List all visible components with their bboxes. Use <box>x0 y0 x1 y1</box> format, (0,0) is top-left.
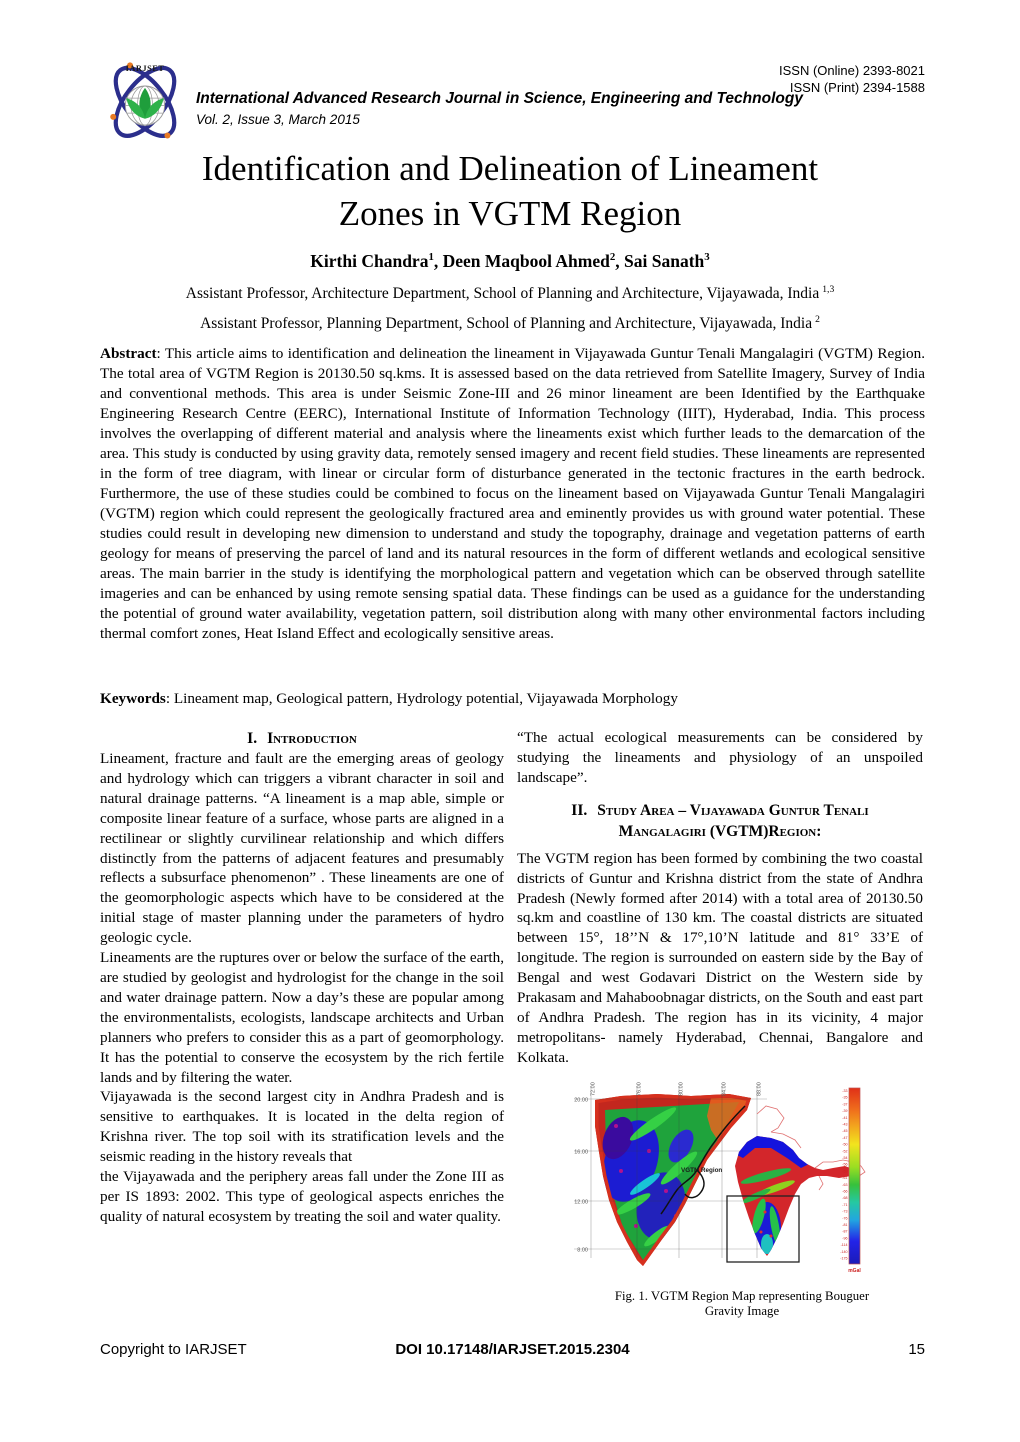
svg-text:-35: -35 <box>842 1095 848 1100</box>
svg-text:-71: -71 <box>842 1202 848 1207</box>
svg-text:-33: -33 <box>842 1088 848 1093</box>
svg-text:-39: -39 <box>842 1108 848 1113</box>
svg-text:-81: -81 <box>842 1222 848 1227</box>
quote-paragraph: “The actual ecological measurements can be considered by studying the lineaments and physiology of an unspoiled landscape”. <box>517 729 923 786</box>
latitude-tick-labels <box>574 1097 588 1253</box>
svg-text:-66: -66 <box>842 1189 848 1194</box>
svg-text:8.00: 8.00 <box>577 1247 588 1254</box>
svg-text:-54: -54 <box>842 1155 848 1160</box>
issn-online: ISSN (Online) 2393-8021 <box>779 63 925 78</box>
svg-text:-63: -63 <box>842 1182 848 1187</box>
abstract-paragraph: Abstract: This article aims to identification and delineation the lineament in Vijayawada Guntur Tenali Mangalagiri (VGTM) Region. The total area of VGTM Region is 20130.50 sq.kms. It is assessed based on the data retrieved from Satellite Imagery, Survey of India and conventional methods. This area is under Seismic Zone-III and 26 minor lineament are been Identified by the Earthquake Engineering Research Centre (EERC), International Institute of Information Technology (IIIT), Hyderabad, India. This process involves the overlapping of different material and analysis where the lineaments exist which further leads to the demarcation of the area. This study is conducted by using gravity data, remotely sensed imagery and recent field studies. These lineaments are represented in the form of tree diagram, with linear or circular form of disturbance generated in the tectonic fractures in the earth bedrock. Furthermore, the use of these studies could be combined to focus on the lineament based on Vijayawada Guntur Tenali Mangalagiri (VGTM) region which could represent the geologically fractured area and eminently provides us with ground water potential. These studies could result in developing new dimension to understand and study the topography, drainage and vegetation patterns of earth geology for means of preserving the parcel of land and its natural resources in the form of different wetlands and ecological sensitive areas. The main barrier in the study is identifying the morphological pattern and vegetation which can be observed through satellite imageries and can be enhanced by using remote sensing spatial data. These findings can be used as a guidance for the understanding the potential of ground water availability, vegetation pattern, soil distribution along with many other environmental factors including thermal comfort zones, Heat Island Effect and ecologically sensitive areas. <box>100 345 925 642</box>
intro-paragraph-4: the Vijayawada and the periphery areas fall under the Zone III as per IS 1893: 2002. This type of geological aspects enriches the quality of natural ecosystem by treating the soil and water quality. <box>100 1168 504 1225</box>
figure-1-caption: Fig. 1. VGTM Region Map representing Bouguer Gravity Image <box>614 1288 870 1319</box>
svg-text:-87: -87 <box>842 1229 848 1234</box>
svg-text:-175: -175 <box>840 1256 848 1261</box>
intro-paragraph-3: Vijayawada is the second largest city in Andhra Pradesh and is sensitive to earthquakes. It is located in the delta region of Krishna river. The top soil with its stratification levels and the seismic reading in the history reveals that <box>100 1088 504 1166</box>
svg-text:-68: -68 <box>842 1195 848 1200</box>
intro-paragraph-2: Lineaments are the ruptures over or below the surface of the earth, are studied by geologist and hydrologist for the change in the soil and water drainage pattern. Now a day’s these are popular among the environmentalists, ecologists, landscape architects and Urban planners who prefers to consider this as a part of geomorphology. It has the potential to conserve the ecosystem by the rich fertile lands and by filtering the water. <box>100 949 504 1086</box>
author-3: Sai Sanath$^3$ <box>624 251 710 271</box>
iarjset-logo-icon <box>102 58 188 147</box>
svg-text:-114: -114 <box>840 1242 848 1247</box>
colorbar <box>840 1088 861 1274</box>
svg-text:72.00: 72.00 <box>590 1081 597 1096</box>
abstract-label: Abstract <box>100 345 157 362</box>
svg-text:-59: -59 <box>842 1169 848 1174</box>
two-column-body <box>100 728 923 1320</box>
svg-text:-45: -45 <box>842 1128 848 1133</box>
journal-name: International Advanced Research Journal in Science, Engineering and Technology <box>196 90 803 107</box>
svg-text:-76: -76 <box>842 1215 848 1220</box>
svg-text:-140: -140 <box>840 1249 848 1254</box>
affiliation-2: Assistant Professor, Planning Department, School of Planning and Architecture, Vijayawada, India $^2$ <box>200 313 820 332</box>
svg-text:80.00: 80.00 <box>678 1081 685 1096</box>
figure-1-bouguer-gravity-map <box>561 1076 923 1282</box>
intro-paragraph-1: Lineament, fracture and fault are the emerging areas of geology and hydrology which can triggers a vibrant character in soil and natural drainage patterns. “A lineament is a map able, simple or composite linear feature of a surface, whose parts are aligned in a rectilinear or slightly curvilinear relationship and which differs distinctly from the patterns of adjacent features and presumably reflects a subsurface phenomenon” . These lineaments are one of the geomorphologic aspects which have to be considered at the initial stage of master planning under the parameters of hydro geologic cycle. <box>100 750 504 947</box>
svg-text:-52: -52 <box>842 1148 848 1153</box>
svg-text:12.00: 12.00 <box>574 1199 588 1206</box>
svg-text:-50: -50 <box>842 1142 848 1147</box>
study-area-paragraph-1: The VGTM region has been formed by combining the two coastal districts of Guntur and Krishna district from the state of Andhra Pradesh (Newly formed after 2014) with a total area of 20130.50 sq.km and coastline of 130 km. The coastal districts are situated between 15°, 18’’N & 17°,10’N latitude and 81° 33’E of longitude. The region is surrounded on eastern side by the Bay of Bengal and west Godavari District on the Western side by Prakasam and Mahaboobnagar districts, on the South and east part of Andhra Pradesh. The region has in its vicinity, 4 major metropolitans- namely Hyderabad, Chennai, Bangalore and Kolkata. <box>517 849 923 1066</box>
page-footer <box>100 1341 925 1358</box>
journal-volume-line: Vol. 2, Issue 3, March 2015 <box>196 112 360 127</box>
svg-text:-56: -56 <box>842 1162 848 1167</box>
section-heading-introduction: I. Introduction <box>247 730 357 747</box>
svg-text:-47: -47 <box>842 1135 848 1140</box>
figure-1 <box>561 1076 923 1320</box>
keywords-label: Keywords <box>100 690 166 707</box>
page-title: Identification and Delineation of Lineament Zones in VGTM Region <box>201 149 819 233</box>
longitude-tick-labels <box>591 1082 763 1096</box>
footer-copyright: Copyright to IARJSET <box>100 1341 247 1358</box>
author-2: Deen Maqbool Ahmed$^2$ <box>442 251 616 271</box>
section-heading-study-area: II. Study Area – Vijayawada Guntur Tenali Mangalagiri (VGTM)Region: <box>571 801 869 840</box>
logo-wordmark: IARJSET <box>125 64 165 74</box>
footer-doi: DOI 10.17148/IARJSET.2015.2304 <box>395 1341 630 1358</box>
author-1: Kirthi Chandra$^1$ <box>310 251 434 271</box>
svg-text:-61: -61 <box>842 1175 848 1180</box>
svg-text:84.00: 84.00 <box>721 1081 728 1096</box>
svg-text:20.00: 20.00 <box>574 1097 588 1104</box>
svg-text:-41: -41 <box>842 1115 848 1120</box>
affiliation-1: Assistant Professor, Architecture Department, School of Planning and Architecture, Vijayawada, India $^{1,3}$ <box>185 283 835 302</box>
vgtm-region-label: VGTM Region <box>681 1166 723 1174</box>
svg-text:16.00: 16.00 <box>574 1149 588 1156</box>
right-column <box>517 728 923 1320</box>
authors-line: Kirthi Chandra$^1$, Deen Maqbool Ahmed$^2$, Sai Sanath$^3$ <box>310 251 710 271</box>
svg-text:-37: -37 <box>842 1102 848 1107</box>
svg-text:-96: -96 <box>842 1236 848 1241</box>
svg-text:88.00: 88.00 <box>756 1081 763 1096</box>
keywords-line: Keywords: Lineament map, Geological pattern, Hydrology potential, Vijayawada Morphology <box>100 690 678 707</box>
svg-text:-73: -73 <box>842 1209 848 1214</box>
left-column <box>100 728 504 1320</box>
colorbar-unit-label: mGal <box>848 1267 861 1274</box>
footer-page-number: 15 <box>908 1341 925 1358</box>
svg-text:76.00: 76.00 <box>636 1081 643 1096</box>
svg-text:-43: -43 <box>842 1122 848 1127</box>
issn-print: ISSN (Print) 2394-1588 <box>789 80 925 95</box>
